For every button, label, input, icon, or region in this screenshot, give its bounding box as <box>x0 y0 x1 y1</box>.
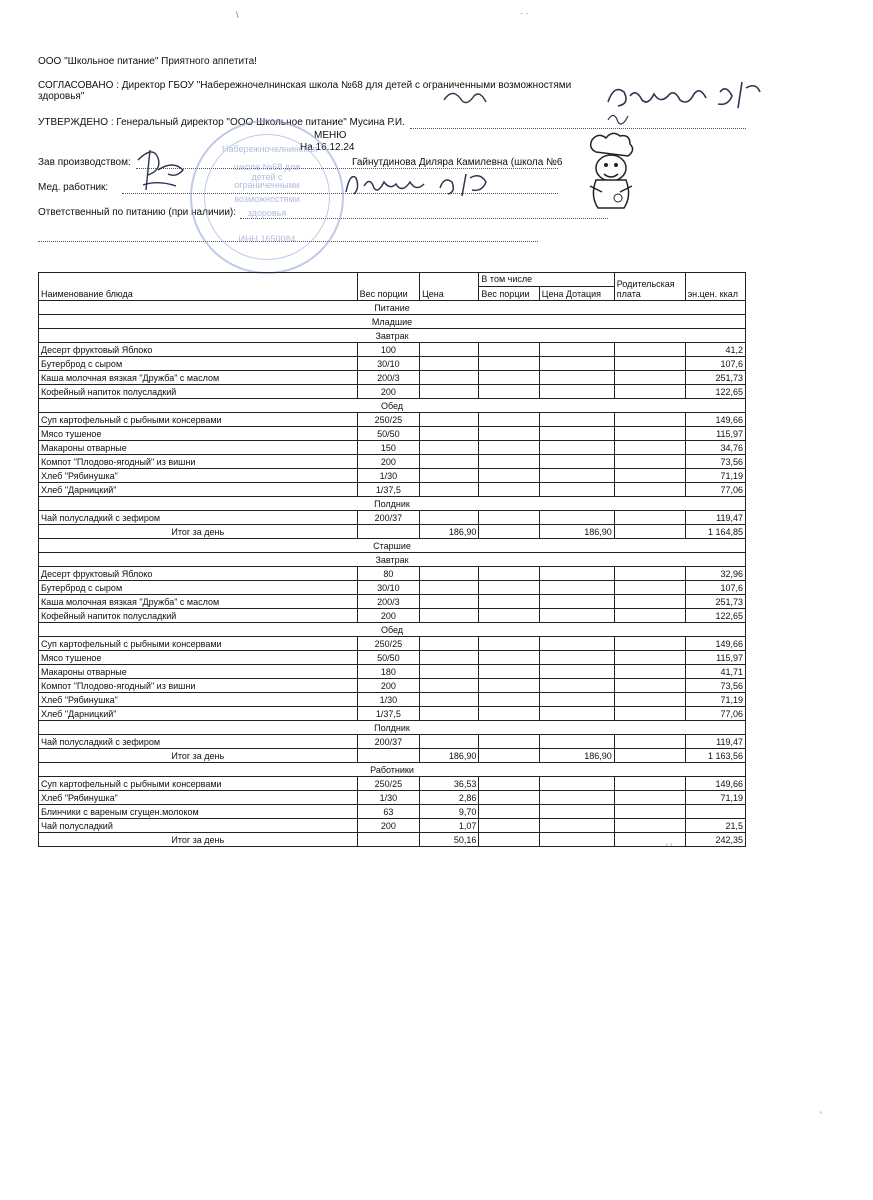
cell-weight: 50/50 <box>357 651 419 665</box>
cell-parent <box>614 637 685 651</box>
cell-price <box>420 679 479 693</box>
cell-inc-weight <box>479 413 539 427</box>
cell-weight: 200/3 <box>357 371 419 385</box>
cell-kcal: 1 163,56 <box>685 749 745 763</box>
cell-parent <box>614 819 685 833</box>
table-row <box>39 385 746 399</box>
cell-price: 50,16 <box>420 833 479 847</box>
table-row <box>39 511 746 525</box>
cell-inc-weight <box>479 385 539 399</box>
stamp-line-1: Набережночелнинская <box>222 144 318 154</box>
agreed-line-1: СОГЛАСОВАНО : Директор ГБОУ "Набережночелнинская школа №68 для детей с ограниченными возможностями <box>38 80 572 91</box>
cell-parent <box>614 749 685 763</box>
cell-inc-weight <box>479 693 539 707</box>
menu-date: На 16.12.24 <box>300 142 355 153</box>
cell-name: Суп картофельный с рыбными консервами <box>39 777 358 791</box>
cell-kcal: 41,2 <box>685 343 745 357</box>
cell-weight: 250/25 <box>357 637 419 651</box>
cell-inc-weight <box>479 343 539 357</box>
stamp-line-2: школа №68 для детей с <box>233 162 301 182</box>
cell-weight: 63 <box>357 805 419 819</box>
medic-signature <box>340 168 510 200</box>
scan-mark: \ <box>236 10 239 20</box>
cell-price: 36,53 <box>420 777 479 791</box>
cell-inc-price <box>539 511 614 525</box>
menu-title: МЕНЮ <box>314 130 347 141</box>
cell-price <box>420 595 479 609</box>
section-label: Обед <box>39 623 746 637</box>
cell-kcal: 71,19 <box>685 469 745 483</box>
medic-label: Мед. работник: <box>38 182 109 193</box>
cell-parent <box>614 609 685 623</box>
section-label: Младшие <box>39 315 746 329</box>
cell-inc-price <box>539 455 614 469</box>
table-row <box>39 805 746 819</box>
cell-price <box>420 441 479 455</box>
cell-inc-weight <box>479 777 539 791</box>
cell-parent <box>614 791 685 805</box>
cell-price <box>420 665 479 679</box>
cell-inc-weight <box>479 665 539 679</box>
company-line: ООО "Школьное питание" Приятного аппетита! <box>38 56 257 67</box>
cell-price <box>420 469 479 483</box>
cell-weight: 200 <box>357 609 419 623</box>
cell-parent <box>614 693 685 707</box>
cell-name: Итог за день <box>39 525 358 539</box>
cell-inc-weight <box>479 679 539 693</box>
cell-inc-price <box>539 637 614 651</box>
cell-inc-price <box>539 651 614 665</box>
cell-price <box>420 385 479 399</box>
scan-mark: ' ' <box>666 842 672 852</box>
cell-kcal: 149,66 <box>685 413 745 427</box>
cell-weight: 30/10 <box>357 581 419 595</box>
header-inc-price: Цена Дотация <box>539 287 614 301</box>
cell-weight: 1/37,5 <box>357 483 419 497</box>
table-row <box>39 441 746 455</box>
cell-inc-weight <box>479 371 539 385</box>
section-label: Полдник <box>39 721 746 735</box>
table-row <box>39 371 746 385</box>
cell-inc-price <box>539 679 614 693</box>
cell-price: 9,70 <box>420 805 479 819</box>
section-label: Завтрак <box>39 329 746 343</box>
cell-price <box>420 581 479 595</box>
cell-parent <box>614 441 685 455</box>
cell-price <box>420 511 479 525</box>
cell-inc-price <box>539 371 614 385</box>
cell-inc-price <box>539 833 614 847</box>
cell-price <box>420 455 479 469</box>
header-weight: Вес порции <box>357 273 419 301</box>
cell-kcal: 119,47 <box>685 511 745 525</box>
cell-weight <box>357 833 419 847</box>
cell-inc-price <box>539 385 614 399</box>
cell-inc-price: 186,90 <box>539 525 614 539</box>
header-inc-weight: Вес порции <box>479 287 539 301</box>
section-label: Обед <box>39 399 746 413</box>
cell-name: Мясо тушеное <box>39 651 358 665</box>
cell-inc-weight <box>479 791 539 805</box>
cell-weight: 1/30 <box>357 693 419 707</box>
cell-inc-price <box>539 819 614 833</box>
cell-inc-price <box>539 357 614 371</box>
cell-kcal: 77,06 <box>685 483 745 497</box>
header-parent: Родительская плата <box>614 273 685 301</box>
section-label: Старшие <box>39 539 746 553</box>
cell-inc-price <box>539 791 614 805</box>
cell-price <box>420 371 479 385</box>
cell-weight: 200/37 <box>357 735 419 749</box>
cell-kcal: 21,5 <box>685 819 745 833</box>
cell-kcal: 71,19 <box>685 791 745 805</box>
cell-name: Каша молочная вязкая "Дружба" с маслом <box>39 595 358 609</box>
table-row <box>39 791 746 805</box>
stamp-line-6: ИНН 1650084 <box>238 234 296 244</box>
round-stamp <box>190 120 347 274</box>
cell-name: Бутерброд с сыром <box>39 357 358 371</box>
cell-weight: 80 <box>357 567 419 581</box>
approved-signature <box>604 108 634 130</box>
table-row <box>39 581 746 595</box>
stamp-line-5: здоровья <box>247 208 287 218</box>
cell-inc-price <box>539 693 614 707</box>
cell-price <box>420 637 479 651</box>
scan-mark: · · <box>520 8 529 18</box>
section-row <box>39 497 746 511</box>
cell-weight <box>357 749 419 763</box>
section-label: Полдник <box>39 497 746 511</box>
cell-inc-weight <box>479 427 539 441</box>
cell-weight: 30/10 <box>357 357 419 371</box>
cell-kcal: 251,73 <box>685 371 745 385</box>
cell-inc-price <box>539 343 614 357</box>
cell-kcal: 251,73 <box>685 595 745 609</box>
cell-weight: 250/25 <box>357 413 419 427</box>
section-row <box>39 721 746 735</box>
cell-inc-weight <box>479 469 539 483</box>
cell-inc-price: 186,90 <box>539 749 614 763</box>
cell-kcal: 149,66 <box>685 637 745 651</box>
cell-weight: 1/37,5 <box>357 707 419 721</box>
cell-inc-weight <box>479 637 539 651</box>
cell-inc-price <box>539 707 614 721</box>
chef-logo-icon <box>582 130 640 212</box>
cell-kcal <box>685 805 745 819</box>
cell-weight: 250/25 <box>357 777 419 791</box>
table-row <box>39 651 746 665</box>
cell-name: Блинчики с вареным сгущен.молоком <box>39 805 358 819</box>
section-row <box>39 623 746 637</box>
cell-parent <box>614 427 685 441</box>
cell-name: Хлеб "Рябинушка" <box>39 693 358 707</box>
cell-name: Итог за день <box>39 749 358 763</box>
cell-price <box>420 343 479 357</box>
cell-kcal: 1 164,85 <box>685 525 745 539</box>
section-row <box>39 763 746 777</box>
cell-inc-price <box>539 427 614 441</box>
cell-inc-price <box>539 581 614 595</box>
cell-weight: 1/30 <box>357 791 419 805</box>
table-row <box>39 637 746 651</box>
cell-kcal: 32,96 <box>685 567 745 581</box>
table-row <box>39 483 746 497</box>
cell-parent <box>614 357 685 371</box>
cell-parent <box>614 469 685 483</box>
cell-name: Хлеб "Рябинушка" <box>39 469 358 483</box>
cell-price <box>420 567 479 581</box>
cell-price <box>420 693 479 707</box>
cell-inc-weight <box>479 525 539 539</box>
cell-kcal: 115,97 <box>685 651 745 665</box>
cell-inc-weight <box>479 595 539 609</box>
cell-parent <box>614 581 685 595</box>
cell-inc-price <box>539 441 614 455</box>
agreed-signature <box>440 86 490 110</box>
header-kcal: эн.цен. ккал <box>685 273 745 301</box>
cell-kcal: 242,35 <box>685 833 745 847</box>
cell-name: Суп картофельный с рыбными консервами <box>39 637 358 651</box>
table-row <box>39 679 746 693</box>
cell-weight: 180 <box>357 665 419 679</box>
cell-price <box>420 483 479 497</box>
cell-weight: 200/37 <box>357 511 419 525</box>
cell-weight: 200 <box>357 819 419 833</box>
header-including: В том числе <box>479 273 614 287</box>
table-row <box>39 343 746 357</box>
stamp-line-3: ограниченными <box>234 180 300 190</box>
cell-parent <box>614 385 685 399</box>
cell-name: Чай полусладкий <box>39 819 358 833</box>
cell-parent <box>614 525 685 539</box>
approved-dotline <box>410 128 746 129</box>
menu-table <box>38 272 746 847</box>
cell-kcal: 71,19 <box>685 693 745 707</box>
table-row <box>39 777 746 791</box>
cell-inc-weight <box>479 651 539 665</box>
table-row <box>39 469 746 483</box>
cell-inc-weight <box>479 455 539 469</box>
cell-parent <box>614 595 685 609</box>
cell-name: Суп картофельный с рыбными консервами <box>39 413 358 427</box>
cell-kcal: 107,6 <box>685 357 745 371</box>
cell-inc-weight <box>479 581 539 595</box>
cell-price <box>420 357 479 371</box>
section-label: Завтрак <box>39 553 746 567</box>
cell-inc-weight <box>479 441 539 455</box>
cell-kcal: 34,76 <box>685 441 745 455</box>
table-row <box>39 819 746 833</box>
cell-kcal: 149,66 <box>685 777 745 791</box>
responsible-label: Ответственный по питанию (при наличии): <box>38 207 237 218</box>
cell-name: Чай полусладкий с зефиром <box>39 735 358 749</box>
header-price: Цена <box>420 273 479 301</box>
cell-parent <box>614 665 685 679</box>
cell-name: Хлеб "Дарницкий" <box>39 707 358 721</box>
header-name: Наименование блюда <box>39 273 358 301</box>
cell-weight: 200 <box>357 385 419 399</box>
cell-kcal: 73,56 <box>685 455 745 469</box>
table-row <box>39 693 746 707</box>
cell-inc-weight <box>479 735 539 749</box>
table-row <box>39 567 746 581</box>
cell-name: Компот "Плодово-ягодный" из вишни <box>39 679 358 693</box>
cell-inc-weight <box>479 749 539 763</box>
cell-parent <box>614 805 685 819</box>
cell-parent <box>614 679 685 693</box>
cell-inc-weight <box>479 483 539 497</box>
cell-name: Макароны отварные <box>39 441 358 455</box>
scan-mark: ' <box>820 1110 822 1120</box>
cell-price: 1,07 <box>420 819 479 833</box>
section-row <box>39 329 746 343</box>
cell-parent <box>614 455 685 469</box>
cell-parent <box>614 567 685 581</box>
cell-kcal: 122,65 <box>685 385 745 399</box>
cell-name: Компот "Плодово-ягодный" из вишни <box>39 455 358 469</box>
cell-parent <box>614 371 685 385</box>
cell-price <box>420 735 479 749</box>
section-row <box>39 315 746 329</box>
cell-kcal: 107,6 <box>685 581 745 595</box>
cell-inc-weight <box>479 357 539 371</box>
cell-price: 186,90 <box>420 525 479 539</box>
cell-price <box>420 427 479 441</box>
cell-inc-weight <box>479 833 539 847</box>
cell-price <box>420 651 479 665</box>
production-name: Гайнутдинова Диляра Камилевна (школа №6 <box>352 157 563 168</box>
total-row <box>39 525 746 539</box>
cell-name: Чай полусладкий с зефиром <box>39 511 358 525</box>
cell-name: Хлеб "Рябинушка" <box>39 791 358 805</box>
cell-kcal: 122,65 <box>685 609 745 623</box>
cell-name: Макароны отварные <box>39 665 358 679</box>
cell-name: Кофейный напиток полусладкий <box>39 385 358 399</box>
cell-kcal: 119,47 <box>685 735 745 749</box>
cell-inc-weight <box>479 567 539 581</box>
cell-inc-price <box>539 777 614 791</box>
cell-name: Каша молочная вязкая "Дружба" с маслом <box>39 371 358 385</box>
agreed-line-2: здоровья" <box>38 91 85 102</box>
table-row <box>39 609 746 623</box>
cell-inc-weight <box>479 819 539 833</box>
stamp-line-4: возможностями <box>234 194 300 204</box>
cell-parent <box>614 833 685 847</box>
cell-inc-price <box>539 805 614 819</box>
cell-price <box>420 707 479 721</box>
cell-inc-weight <box>479 707 539 721</box>
cell-name: Десерт фруктовый Яблоко <box>39 343 358 357</box>
section-row <box>39 399 746 413</box>
cell-kcal: 41,71 <box>685 665 745 679</box>
cell-inc-price <box>539 469 614 483</box>
cell-parent <box>614 651 685 665</box>
cell-parent <box>614 735 685 749</box>
cell-weight: 200 <box>357 455 419 469</box>
header-row-1 <box>39 273 746 287</box>
cell-inc-price <box>539 567 614 581</box>
cell-kcal: 115,97 <box>685 427 745 441</box>
cell-price: 2,86 <box>420 791 479 805</box>
cell-kcal: 73,56 <box>685 679 745 693</box>
cell-weight: 100 <box>357 343 419 357</box>
table-row <box>39 357 746 371</box>
production-signature <box>128 140 198 200</box>
cell-weight: 1/30 <box>357 469 419 483</box>
cell-name: Бутерброд с сыром <box>39 581 358 595</box>
cell-parent <box>614 483 685 497</box>
cell-inc-weight <box>479 511 539 525</box>
production-label: Зав производством: <box>38 157 131 168</box>
cell-inc-price <box>539 665 614 679</box>
table-row <box>39 665 746 679</box>
cell-name: Итог за день <box>39 833 358 847</box>
cell-name: Десерт фруктовый Яблоко <box>39 567 358 581</box>
cell-name: Кофейный напиток полусладкий <box>39 609 358 623</box>
cell-inc-weight <box>479 805 539 819</box>
section-row <box>39 539 746 553</box>
section-label: Работники <box>39 763 746 777</box>
cell-price <box>420 609 479 623</box>
total-row <box>39 749 746 763</box>
approved-line: УТВЕРЖДЕНО : Генеральный директор "ООО Школьное питание" Мусина Р.И. <box>38 117 405 128</box>
cell-weight <box>357 525 419 539</box>
cell-parent <box>614 777 685 791</box>
cell-name: Мясо тушеное <box>39 427 358 441</box>
cell-parent <box>614 343 685 357</box>
table-row <box>39 455 746 469</box>
cell-weight: 200/3 <box>357 595 419 609</box>
cell-parent <box>614 511 685 525</box>
section-row <box>39 301 746 315</box>
table-row <box>39 707 746 721</box>
cell-kcal: 77,06 <box>685 707 745 721</box>
table-row <box>39 595 746 609</box>
cell-parent <box>614 707 685 721</box>
cell-inc-weight <box>479 609 539 623</box>
cell-parent <box>614 413 685 427</box>
cell-weight: 200 <box>357 679 419 693</box>
table-row <box>39 413 746 427</box>
cell-weight: 150 <box>357 441 419 455</box>
cell-inc-price <box>539 595 614 609</box>
cell-name: Хлеб "Дарницкий" <box>39 483 358 497</box>
section-label: Питание <box>39 301 746 315</box>
cell-weight: 50/50 <box>357 427 419 441</box>
cell-inc-price <box>539 609 614 623</box>
section-row <box>39 553 746 567</box>
table-row <box>39 735 746 749</box>
table-row <box>39 427 746 441</box>
cell-inc-price <box>539 483 614 497</box>
total-row <box>39 833 746 847</box>
cell-inc-price <box>539 735 614 749</box>
cell-inc-price <box>539 413 614 427</box>
cell-price <box>420 413 479 427</box>
cell-price: 186,90 <box>420 749 479 763</box>
